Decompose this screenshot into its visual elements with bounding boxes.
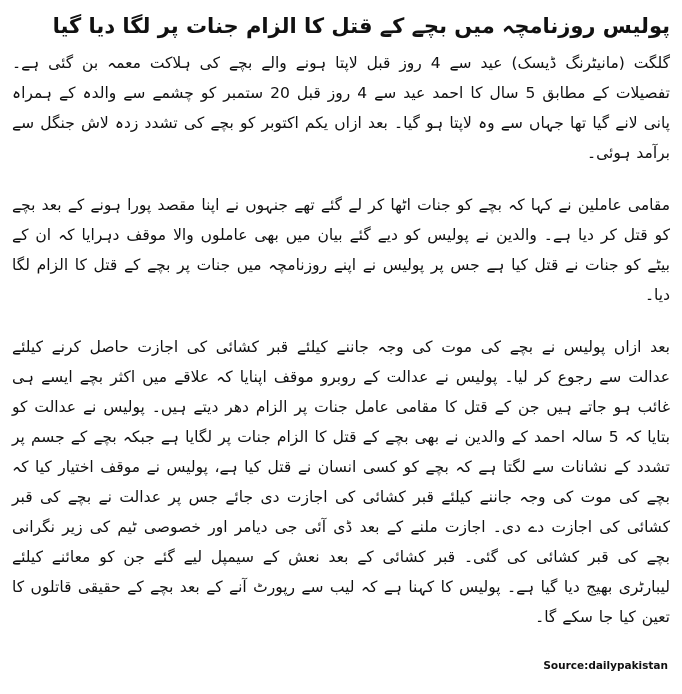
article-paragraph-2: مقامی عاملین نے کہا کہ بچے کو جنات اٹھا کر لے گئے تھے جنہوں نے اپنا مقصد پورا ہونے کے بعد بچے کو قتل کر دیا ہے۔ والدین نے پولیس کو دیے گئے بیان میں بھی عاملوں والا موقف دہرایا کہ ان کے بیٹے کو جنات نے قتل کیا ہے جس پر پولیس نے اپنے روزنامچہ میں جنات پر بچے کے قتل کا الزام لگا دیا۔ xyxy=(12,196,670,304)
source-credit: Source:dailypakistan xyxy=(543,660,668,672)
article-headline: پولیس روزنامچہ میں بچے کے قتل کا الزام جنات پر لگا دیا گیا xyxy=(52,14,670,38)
article-paragraph-1: گلگت (مانیٹرنگ ڈیسک) عید سے 4 روز قبل لاپتا ہونے والے بچے کی ہلاکت معمہ بن گئی ہے۔ تفصیلات کے مطابق 5 سال کا احمد عید سے 4 روز قبل 20 ستمبر کو چشمے سے والدہ کے ہمراہ پانی لانے گیا تھا جہاں سے وہ لاپتا ہو گیا۔ بعد ازاں یکم اکتوبر کو بچے کی تشدد زدہ لاش جنگل سے برآمد ہوئی۔ xyxy=(12,54,671,162)
article-paragraph-3: بعد ازاں پولیس نے بچے کی موت کی وجہ جاننے کیلئے قبر کشائی کی اجازت حاصل کرنے کیلئے عدالت سے رجوع کر لیا۔ پولیس نے عدالت کے روبرو موقف اپنایا کہ علاقے میں اکثر بچے ایسے ہی غائب ہو جاتے ہیں جن کے قتل کا مقامی عامل جنات پر الزام دھر دیتے ہیں۔ پولیس نے عدالت کو بتایا کہ 5 سالہ احمد کے والدین نے بھی بچے کے قتل کا الزام جنات پر لگایا ہے جبکہ بچے کے جسم پر تشدد کے نشانات سے لگتا ہے کہ بچے کو کسی انسان نے قتل کیا ہے، پولیس نے موقف اختیار کیا کہ بچے کی موت کی وجہ جاننے کیلئے قبر کشائی کی اجازت دی جائے جس پر عدالت نے بچے کی قبر کشائی کی اجازت دے دی۔ اجازت ملنے کے بعد ڈی آئی جی دیامر اور خصوصی ٹیم کی زیر نگرانی بچے کی قبر کشائی کی گئی۔ قبر کشائی کے بعد نعش کے سیمپل لیے گئے جن کو معائنے کیلئے لیبارٹری بھیج دیا گیا ہے۔ پولیس کا کہنا ہے کہ لیب سے رپورٹ آنے کے بعد بچے کے حقیقی قاتلوں کا تعین کیا جا سکے گا۔ xyxy=(12,338,670,626)
